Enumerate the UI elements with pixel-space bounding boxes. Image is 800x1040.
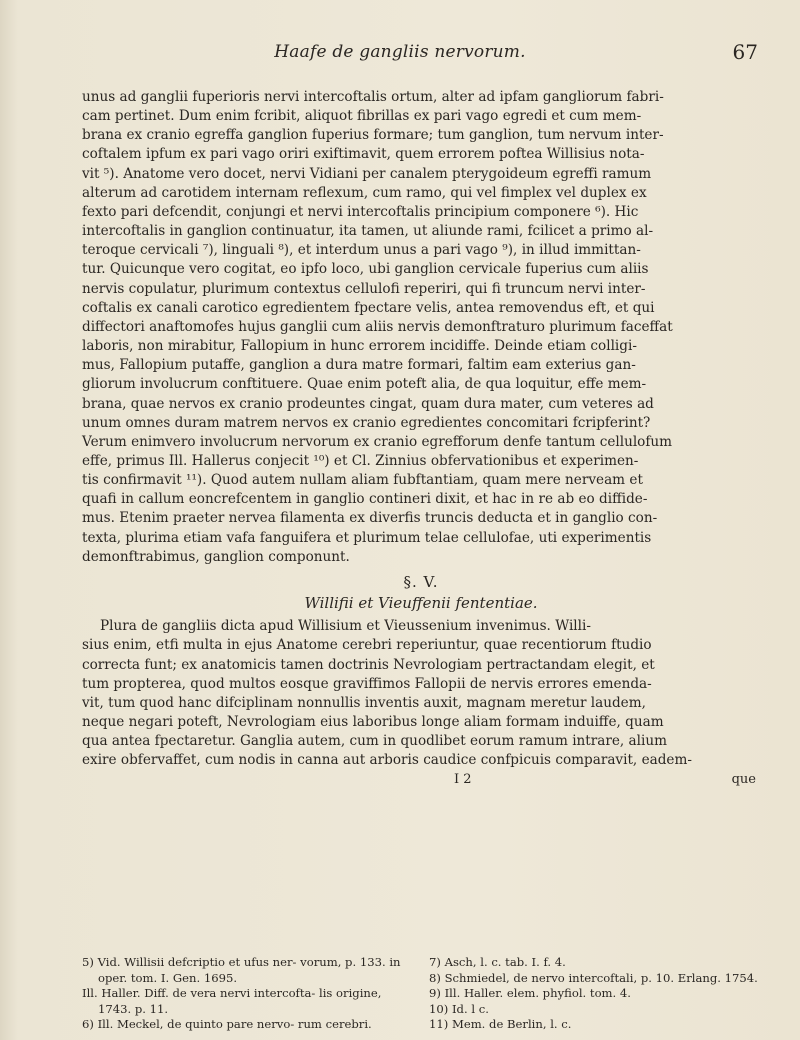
section-title: Willifii et Vieuffenii fententiae. bbox=[304, 594, 538, 613]
text-line: laboris, non mirabitur, Fallopium in hunc errorem incidiffe. Deinde etiam colligi- bbox=[82, 338, 637, 355]
text-line: tur. Quicunque vero cogitat, eo ipfo loco, ubi ganglion cervicale fuperius cum aliis bbox=[82, 261, 649, 278]
text-line: demonftrabimus, ganglion componunt. bbox=[82, 548, 350, 565]
text-line: neque negari poteft, Nevrologiam eius laboribus longe aliam formam induiffe, quam bbox=[82, 714, 664, 730]
body-text bbox=[82, 88, 760, 788]
footnotes-right-column bbox=[429, 955, 760, 1033]
footnote: 10) Id. l c. bbox=[429, 1001, 489, 1016]
text-line: coftalis ex canali carotico egredientem fpectare velis, antea removendus eft, et qui bbox=[82, 299, 655, 316]
text-line: diffectori anaftomofes hujus ganglii cum aliis nervis demonftraturo plurimum faceffat bbox=[82, 318, 673, 335]
footnote: 7) Asch, l. c. tab. I. f. 4. bbox=[429, 955, 566, 969]
running-title: Haafe de gangliis nervorum. bbox=[274, 42, 526, 62]
text-line: tis confirmavit ¹¹). Quod autem nullam aliam fubftantiam, quam mere nerveam et bbox=[82, 472, 643, 489]
text-line: brana, quae nervos ex cranio prodeuntes cingat, quam dura mater, cum veteres ad bbox=[82, 395, 654, 412]
signature-line bbox=[82, 770, 760, 788]
text-line: Plura de gangliis dicta apud Willisium et Vieussenium invenimus. Willi- bbox=[100, 618, 591, 635]
text-line: intercoftalis in ganglion continuatur, ita tamen, ut aliunde rami, fcilicet a primo al- bbox=[82, 223, 654, 240]
page-header bbox=[0, 42, 800, 72]
text-line: tum propterea, quod multos eosque graviffimos Fallopii de nervis errores emenda- bbox=[82, 675, 652, 692]
text-line: mus. Etenim praeter nervea filamenta ex diverfis truncis deducta et in ganglio con- bbox=[82, 510, 658, 527]
text-line: unum omnes duram matrem nervos ex cranio egredientes concomitari fcripferint? bbox=[82, 414, 651, 431]
footnote: 11) Mem. de Berlin, l. c. bbox=[429, 1017, 572, 1032]
text-line: quafi in callum eoncrefcentem in ganglio contineri dixit, et hac in re ab eo diffide- bbox=[82, 491, 648, 508]
text-line: alterum ad carotidem internam reflexum, cum ramo, qui vel fimplex vel duplex ex bbox=[82, 184, 647, 201]
text-line: gliorum involucrum conftituere. Quae enim poteft alia, de qua loquitur, effe mem- bbox=[82, 376, 647, 393]
catchword: que bbox=[731, 772, 756, 788]
text-line: qua antea fpectaretur. Ganglia autem, cum in quodlibet eorum ramum intrare, alium bbox=[82, 733, 668, 750]
footnote: 9) Ill. Haller. elem. phyfiol. tom. 4. bbox=[429, 986, 631, 1001]
text-line: effe, primus Ill. Hallerus conjecit ¹⁰) et Cl. Zinnius obfervationibus et experimen- bbox=[82, 452, 639, 469]
paragraph-1 bbox=[82, 88, 760, 567]
text-line: teroque cervicali ⁷), linguali ⁸), et interdum unus a pari vago ⁹), in illud immittan- bbox=[82, 242, 641, 259]
footnotes-left-column bbox=[82, 955, 413, 1033]
text-line: texta, plurima etiam vafa fanguifera et plurimum telae cellulofae, uti experimentis bbox=[82, 529, 652, 546]
footnote: 5) Vid. Willisii defcriptio et ufus ner- vorum, p. 133. in oper. tom. I. Gen. 1695. bbox=[82, 955, 401, 985]
section-number: §. V. bbox=[403, 572, 439, 591]
text-line: sius enim, etfi multa in ejus Anatome cerebri reperiuntur, quae recentiorum ftudio bbox=[82, 637, 652, 654]
text-line: fexto pari defcendit, conjungi et nervi intercoftalis principium componere ⁶). Hic bbox=[82, 203, 639, 220]
footnote: 8) Schmiedel, de nervo intercoftali, p. 10. Erlang. 1754. bbox=[429, 970, 758, 985]
signature-mark: I 2 bbox=[454, 772, 472, 788]
text-line: unus ad ganglii fuperioris nervi intercoftalis ortum, alter ad ipfam gangliorum fabri- bbox=[82, 89, 664, 105]
text-line: vit, tum quod hanc difciplinam nonnullis inventis auxit, magnam meretur laudem, bbox=[82, 694, 646, 711]
footnote: Ill. Haller. Diff. de vera nervi intercofta- lis origine, 1743. p. 11. bbox=[82, 986, 382, 1016]
footnote: 6) Ill. Meckel, de quinto pare nervo- rum cerebri. bbox=[82, 1017, 372, 1032]
text-line: correcta funt; ex anatomicis tamen doctrinis Nevrologiam pertractandam elegit, et bbox=[82, 656, 655, 673]
text-line: nervis copulatur, plurimum contextus cellulofi reperiri, qui fi truncum nervi inter- bbox=[82, 280, 646, 297]
text-line: vit ⁵). Anatome vero docet, nervi Vidiani per canalem pterygoideum egreffi ramum bbox=[82, 165, 652, 182]
footnotes bbox=[82, 955, 760, 1033]
text-line: Verum enimvero involucrum nervorum ex cranio egrefforum denfe tantum cellulofum bbox=[82, 433, 673, 450]
text-line: cam pertinet. Dum enim fcribit, aliquot fibrillas ex pari vago egredi et cum mem- bbox=[82, 108, 642, 125]
text-line: brana ex cranio egreffa ganglion fuperius formare; tum ganglion, tum nervum inter- bbox=[82, 127, 664, 144]
text-line: mus, Fallopium putaffe, ganglion a dura matre formari, faltim eam exterius gan- bbox=[82, 357, 636, 374]
text-line: exire obfervaffet, cum nodis in canna aut arboris caudice confpicuis comparavit, eadem- bbox=[82, 752, 692, 769]
page-number: 67 bbox=[732, 40, 758, 64]
paragraph-2 bbox=[82, 617, 760, 770]
text-line: coftalem ipfum ex pari vago oriri exiftimavit, quem errorem poftea Willisius nota- bbox=[82, 146, 645, 163]
